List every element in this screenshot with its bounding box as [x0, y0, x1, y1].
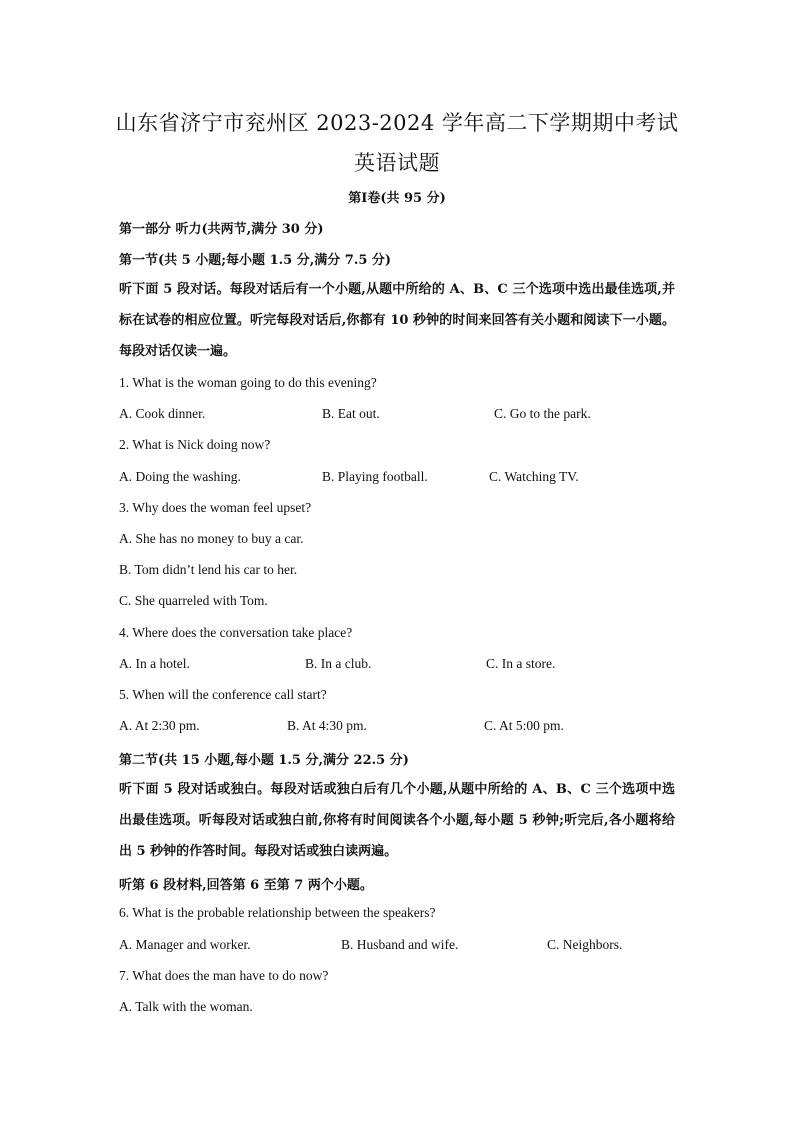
exam-title: 山东省济宁市兖州区 2023-2024 学年高二下学期期中考试	[115, 111, 679, 135]
section2-heading: 第二节(共 15 小题,每小题 1.5 分,满分 22.5 分)	[119, 753, 409, 768]
q5-option-b: B. At 4:30 pm.	[287, 718, 367, 733]
question-7: 7. What does the man have to do now?	[119, 968, 329, 983]
material-6-note: 听第 6 段材料,回答第 6 至第 7 两个小题。	[119, 878, 373, 893]
q1-option-a: A. Cook dinner.	[119, 406, 206, 421]
q1-option-b: B. Eat out.	[322, 406, 380, 421]
volume-label: 第Ⅰ卷(共 95 分)	[348, 191, 446, 206]
part1-heading: 第一部分 听力(共两节,满分 30 分)	[119, 222, 324, 237]
q5-option-c: C. At 5:00 pm.	[484, 718, 564, 733]
question-3: 3. Why does the woman feel upset?	[119, 500, 312, 515]
question-6: 6. What is the probable relationship between the speakers?	[119, 905, 436, 920]
section1-instructions: 听下面 5 段对话。每段对话后有一个小题,从题中所给的 A、B、C 三个选项中选出最佳选项,并标在试卷的相应位置。听完每段对话后,你都有 10 秒钟的时间来回答有关小题和阅读下一小题。每段对话仅读一遍。	[119, 282, 675, 359]
q3-option-c: C. She quarreled with Tom.	[119, 593, 268, 608]
question-1: 1. What is the woman going to do this evening?	[119, 375, 377, 390]
q2-option-b: B. Playing football.	[322, 469, 428, 484]
question-2: 2. What is Nick doing now?	[119, 437, 271, 452]
exam-subtitle: 英语试题	[354, 151, 440, 175]
q3-option-b: B. Tom didn’t lend his car to her.	[119, 562, 298, 577]
section1-heading: 第一节(共 5 小题;每小题 1.5 分,满分 7.5 分)	[119, 253, 392, 268]
q4-option-b: B. In a club.	[305, 656, 372, 671]
q4-option-c: C. In a store.	[486, 656, 556, 671]
question-4: 4. Where does the conversation take place?	[119, 625, 353, 640]
q6-option-b: B. Husband and wife.	[341, 937, 459, 952]
q1-option-c: C. Go to the park.	[494, 406, 591, 421]
q3-option-a: A. She has no money to buy a car.	[119, 531, 304, 546]
q6-option-a: A. Manager and worker.	[119, 937, 251, 952]
section2-instructions: 听下面 5 段对话或独白。每段对话或独白后有几个小题,从题中所给的 A、B、C 三个选项中选出最佳选项。听每段对话或独白前,你将有时间阅读各个小题,每小题 5 秒钟;听完后,各小题将给出 5 秒钟的作答时间。每段对话或独白读两遍。	[119, 782, 675, 859]
q2-option-a: A. Doing the washing.	[119, 469, 241, 484]
q4-option-a: A. In a hotel.	[119, 656, 190, 671]
q6-option-c: C. Neighbors.	[547, 937, 623, 952]
q2-option-c: C. Watching TV.	[489, 469, 579, 484]
question-5: 5. When will the conference call start?	[119, 687, 327, 702]
q5-option-a: A. At 2:30 pm.	[119, 718, 200, 733]
q7-option-a: A. Talk with the woman.	[119, 999, 253, 1014]
